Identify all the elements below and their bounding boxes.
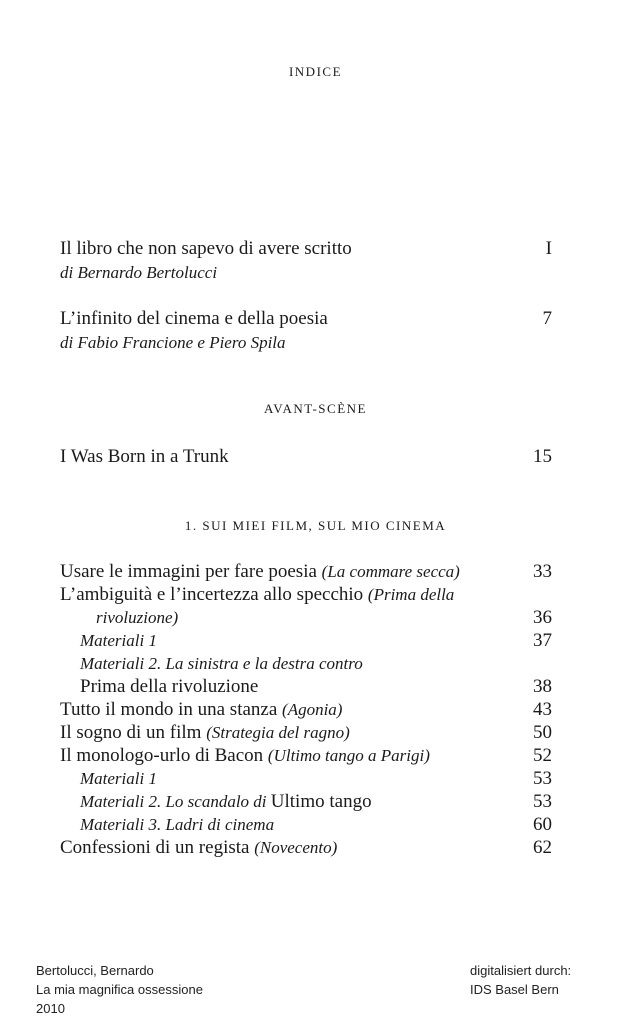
entry-title: Materiali 2. Lo scandalo di <box>80 792 271 811</box>
page-number: 52 <box>533 745 552 766</box>
toc-entry <box>60 837 552 859</box>
entry-title: I Was Born in a Trunk <box>60 446 229 467</box>
footer-title: La mia magnifica ossessione <box>36 982 203 997</box>
page-number: 50 <box>533 722 552 743</box>
section-heading: AVANT-SCÈNE <box>264 401 367 416</box>
entry-title: L’ambiguità e l’incertezza allo specchio <box>60 584 368 605</box>
toc-entry-continued <box>96 607 552 629</box>
entry-title: Confessioni di un regista <box>60 837 255 858</box>
toc-entry <box>60 446 552 468</box>
entry-title: Usare le immagini per fare poesia <box>60 561 322 582</box>
footer-digitized-label: digitalisiert durch: <box>470 963 572 978</box>
entry-title: Prima della rivoluzione <box>80 676 259 697</box>
page-number: 33 <box>533 561 552 582</box>
page-number: 15 <box>533 446 552 467</box>
entry-film: (La commare secca) <box>321 562 460 581</box>
entry-film: Ultimo tango <box>270 791 372 812</box>
toc-entry <box>80 768 552 790</box>
entry-title: L’infinito del cinema e della poesia <box>60 308 328 329</box>
toc-entry <box>60 584 552 606</box>
page-title: INDICE <box>288 64 343 79</box>
entry-title: Tutto il mondo in una stanza <box>60 699 283 720</box>
entry-title: Materiali 2. La sinistra e la destra contro <box>80 654 363 673</box>
entry-film: rivoluzione) <box>96 608 179 627</box>
footer-year: 2010 <box>36 1001 65 1016</box>
entry-title: Materiali 1 <box>80 769 157 788</box>
toc-entry <box>80 630 552 652</box>
footer-author: Bertolucci, Bernardo <box>36 963 154 978</box>
toc-entry <box>60 238 552 260</box>
footer-bibliographic <box>36 961 203 1018</box>
entry-title: Il libro che non sapevo di avere scritto <box>60 238 352 259</box>
toc-entry-continued <box>80 676 552 698</box>
entry-title: Il sogno di un film <box>60 722 207 743</box>
toc-entry <box>60 745 552 767</box>
page-number: 36 <box>533 607 552 628</box>
page-number: 60 <box>533 814 552 835</box>
footer-digitization <box>470 961 571 999</box>
entry-author: di Fabio Francione e Piero Spila <box>60 333 286 352</box>
page-number: 38 <box>533 676 552 697</box>
page-number: I <box>545 238 552 259</box>
page-number: 53 <box>533 768 552 789</box>
toc-entry <box>80 653 552 675</box>
toc-entry <box>60 699 552 721</box>
page-number: 7 <box>542 308 552 329</box>
page-number: 43 <box>533 699 552 720</box>
entry-title: Il monologo-urlo di Bacon <box>60 745 268 766</box>
entry-title: Materiali 3. Ladri di cinema <box>80 815 275 834</box>
toc-entry <box>60 308 552 330</box>
page-number: 53 <box>533 791 552 812</box>
entry-film: (Agonia) <box>282 700 343 719</box>
toc-entry <box>60 561 552 583</box>
toc-entry <box>80 791 552 813</box>
page-number: 62 <box>533 837 552 858</box>
entry-film: (Novecento) <box>254 838 338 857</box>
page-number: 37 <box>533 630 552 651</box>
entry-author: di Bernardo Bertolucci <box>60 263 218 282</box>
section-heading: 1. SUI MIEI FILM, SUL MIO CINEMA <box>184 518 447 533</box>
entry-film: (Prima della <box>367 585 455 604</box>
footer-digitizer: IDS Basel Bern <box>470 982 559 997</box>
toc-entry <box>60 722 552 744</box>
entry-film: (Ultimo tango a Parigi) <box>267 746 430 765</box>
toc-entry <box>80 814 552 836</box>
entry-title: Materiali 1 <box>80 631 157 650</box>
entry-film: (Strategia del ragno) <box>206 723 350 742</box>
